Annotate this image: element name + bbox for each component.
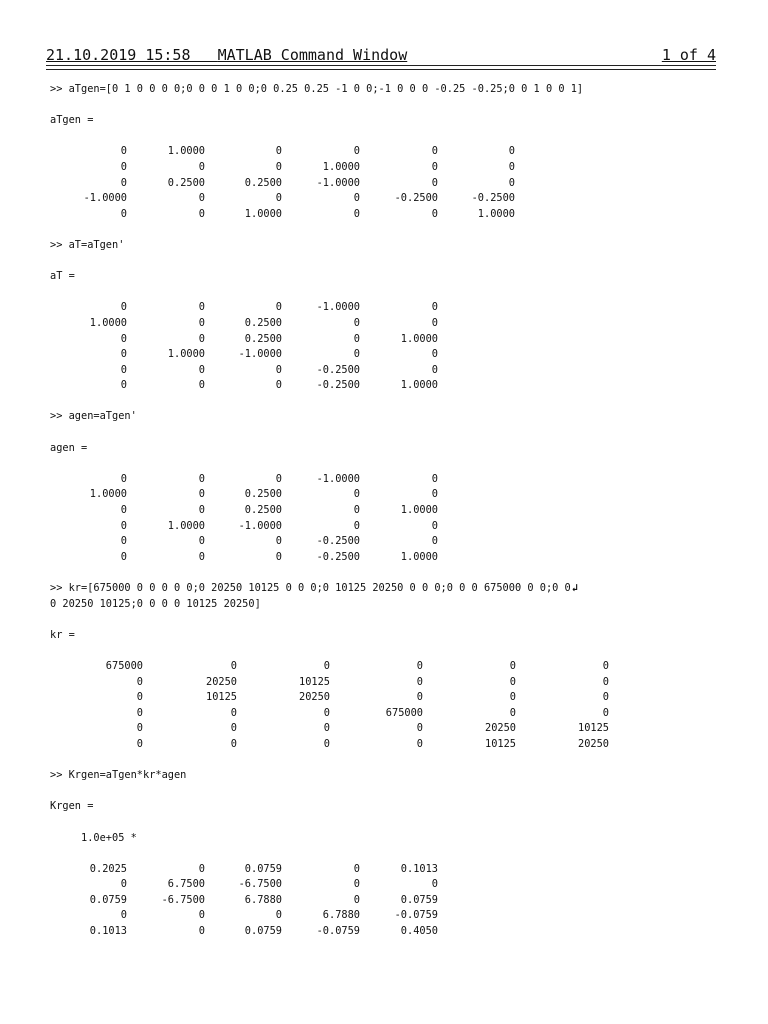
- matrix-cell: 0: [275, 160, 282, 173]
- matrix-row: [50, 160, 718, 176]
- matrix-cell: 0: [323, 706, 330, 719]
- label-kr: kr =: [50, 628, 75, 641]
- matrix-row: [50, 176, 718, 192]
- matrix-cell: 0: [323, 737, 330, 750]
- matrix-cell: 0: [120, 348, 127, 361]
- matrix-cell: 1.0000: [244, 207, 282, 220]
- matrix-cell: 0: [275, 379, 282, 392]
- matrix-cell: 20250: [485, 722, 516, 735]
- matrix-cell: 0: [198, 909, 205, 922]
- matrix-cell: 0: [198, 316, 205, 329]
- matrix-aT: [50, 300, 718, 394]
- matrix-cell: 0: [431, 176, 438, 189]
- matrix-cell: 0: [198, 535, 205, 548]
- matrix-cell: -1.0000: [238, 519, 282, 532]
- page-header: [46, 44, 716, 66]
- matrix-cell: 0.4050: [400, 925, 438, 938]
- matrix-cell: 0: [602, 659, 609, 672]
- matrix-cell: 0: [275, 550, 282, 563]
- matrix-cell: 1.0000: [400, 332, 438, 345]
- matrix-cell: -1.0000: [316, 472, 360, 485]
- matrix-row: [50, 519, 718, 535]
- matrix-cell: 1.0000: [322, 160, 360, 173]
- matrix-cell: 0: [323, 659, 330, 672]
- matrix-cell: 20250: [206, 675, 237, 688]
- matrix-cell: 0: [198, 207, 205, 220]
- matrix-row: [50, 550, 718, 566]
- header-page-number: 1 of 4: [661, 46, 716, 64]
- matrix-cell: 0: [198, 332, 205, 345]
- matrix-cell: -0.2500: [471, 192, 515, 205]
- matrix-cell: 0: [198, 363, 205, 376]
- command-kr-text: >> kr=[675000 0 0 0 0 0;0 20250 10125 0 0 0;0 10125 20250 0 0 0;0 0 0 675000 0 0;0 0: [50, 582, 571, 594]
- header-rule-top: [46, 65, 716, 66]
- command-kr-line2: 0 20250 10125;0 0 0 0 10125 20250]: [50, 597, 261, 610]
- matrix-cell: 1.0000: [167, 348, 205, 361]
- matrix-cell: 0: [120, 535, 127, 548]
- matrix-row: [50, 332, 718, 348]
- matrix-cell: 0: [353, 488, 360, 501]
- matrix-cell: 10125: [299, 675, 330, 688]
- matrix-cell: -0.2500: [394, 192, 438, 205]
- matrix-cell: 0: [353, 519, 360, 532]
- matrix-cell: 20250: [578, 737, 609, 750]
- matrix-cell: -0.0759: [394, 909, 438, 922]
- matrix-cell: 0: [136, 706, 143, 719]
- matrix-cell: 0: [431, 519, 438, 532]
- matrix-cell: 0: [602, 675, 609, 688]
- matrix-cell: 0.1013: [89, 925, 127, 938]
- matrix-cell: 0: [431, 878, 438, 891]
- matrix-cell: 0: [431, 145, 438, 158]
- matrix-cell: 0.2500: [167, 176, 205, 189]
- header-datetime: 21.10.2019 15:58: [46, 46, 191, 64]
- matrix-cell: -0.2500: [316, 379, 360, 392]
- matrix-cell: 0.0759: [244, 862, 282, 875]
- matrix-cell: 0.2500: [244, 176, 282, 189]
- matrix-row: [50, 207, 718, 223]
- matrix-cell: 0: [120, 472, 127, 485]
- matrix-cell: 0: [431, 535, 438, 548]
- matrix-row: [50, 862, 718, 878]
- matrix-cell: 0: [431, 348, 438, 361]
- matrix-cell: 10125: [578, 722, 609, 735]
- matrix-cell: -1.0000: [316, 301, 360, 314]
- matrix-cell: 0: [431, 472, 438, 485]
- header-rule-bottom: [46, 69, 716, 70]
- label-aT: aT =: [50, 270, 75, 283]
- matrix-cell: 0: [120, 363, 127, 376]
- matrix-cell: 0: [275, 145, 282, 158]
- matrix-cell: 0: [431, 363, 438, 376]
- matrix-cell: -0.2500: [316, 550, 360, 563]
- matrix-cell: 20250: [299, 691, 330, 704]
- matrix-cell: 0: [323, 722, 330, 735]
- matrix-cell: 0: [353, 348, 360, 361]
- matrix-cell: 0: [120, 878, 127, 891]
- matrix-cell: 0: [230, 706, 237, 719]
- matrix-cell: 675000: [385, 706, 423, 719]
- matrix-cell: 0: [230, 722, 237, 735]
- matrix-cell: 0: [230, 659, 237, 672]
- matrix-cell: 0: [275, 472, 282, 485]
- command-kr-line1: [50, 581, 718, 597]
- matrix-cell: 0: [416, 675, 423, 688]
- matrix-row: [50, 487, 718, 503]
- matrix-cell: 0: [136, 691, 143, 704]
- matrix-cell: 0: [120, 176, 127, 189]
- command-Krgen: >> Krgen=aTgen*kr*agen: [50, 769, 187, 782]
- matrix-cell: -1.0000: [83, 192, 127, 205]
- matrix-cell: 0.0759: [400, 893, 438, 906]
- matrix-cell: 0: [120, 207, 127, 220]
- command-aT: >> aT=aTgen': [50, 238, 125, 251]
- matrix-cell: 0: [431, 488, 438, 501]
- matrix-cell: -6.7500: [238, 878, 282, 891]
- matrix-cell: 1.0000: [400, 550, 438, 563]
- matrix-cell: -0.2500: [316, 535, 360, 548]
- matrix-cell: 0: [416, 659, 423, 672]
- matrix-row: [50, 503, 718, 519]
- matrix-row: [50, 191, 718, 207]
- matrix-row: [50, 893, 718, 909]
- matrix-cell: 0: [508, 145, 515, 158]
- matrix-row: [50, 144, 718, 160]
- matrix-cell: 0: [431, 160, 438, 173]
- matrix-cell: -6.7500: [161, 893, 205, 906]
- matrix-cell: 0: [353, 332, 360, 345]
- command-agen: >> agen=aTgen': [50, 410, 137, 423]
- matrix-agen: [50, 472, 718, 566]
- label-agen: agen =: [50, 441, 88, 454]
- matrix-cell: 1.0000: [167, 145, 205, 158]
- matrix-cell: 0: [198, 488, 205, 501]
- matrix-cell: 0: [275, 363, 282, 376]
- matrix-cell: 0: [198, 925, 205, 938]
- matrix-cell: 0: [416, 722, 423, 735]
- matrix-cell: 10125: [206, 691, 237, 704]
- matrix-cell: 0: [120, 504, 127, 517]
- label-aTgen: aTgen =: [50, 114, 94, 127]
- matrix-cell: 0: [353, 145, 360, 158]
- matrix-cell: 0: [198, 862, 205, 875]
- matrix-cell: 0: [509, 675, 516, 688]
- matrix-cell: 0: [509, 691, 516, 704]
- matrix-cell: 1.0000: [400, 379, 438, 392]
- matrix-cell: 0.2500: [244, 332, 282, 345]
- matrix-cell: 0: [602, 706, 609, 719]
- matrix-row: [50, 721, 718, 737]
- matrix-row: [50, 908, 718, 924]
- header-datetime-title: [46, 44, 407, 66]
- matrix-cell: 0: [120, 160, 127, 173]
- matrix-cell: 0: [353, 207, 360, 220]
- matrix-cell: -0.0759: [316, 925, 360, 938]
- matrix-cell: 0: [353, 504, 360, 517]
- matrix-cell: 0: [353, 862, 360, 875]
- matrix-cell: 0: [198, 379, 205, 392]
- matrix-cell: 0: [120, 301, 127, 314]
- matrix-cell: 0: [198, 301, 205, 314]
- matrix-cell: 1.0000: [477, 207, 515, 220]
- matrix-row: [50, 737, 718, 753]
- matrix-cell: 0: [136, 722, 143, 735]
- matrix-cell: 1.0000: [89, 488, 127, 501]
- matrix-cell: -0.2500: [316, 363, 360, 376]
- matrix-row: [50, 690, 718, 706]
- matrix-cell: 0: [431, 316, 438, 329]
- matrix-cell: 0: [136, 737, 143, 750]
- matrix-cell: 0: [120, 519, 127, 532]
- matrix-cell: 0: [198, 472, 205, 485]
- matrix-cell: 0: [353, 893, 360, 906]
- matrix-cell: 675000: [105, 659, 143, 672]
- matrix-row: [50, 659, 718, 675]
- matrix-cell: 0: [602, 691, 609, 704]
- matrix-row: [50, 924, 718, 940]
- scale-factor: 1.0e+05 *: [81, 831, 137, 844]
- matrix-cell: 0: [431, 207, 438, 220]
- matrix-row: [50, 706, 718, 722]
- matrix-cell: 0: [416, 691, 423, 704]
- matrix-cell: 0: [120, 145, 127, 158]
- matrix-cell: 0: [198, 160, 205, 173]
- matrix-cell: 0: [353, 192, 360, 205]
- matrix-cell: 0: [120, 909, 127, 922]
- matrix-row: [50, 877, 718, 893]
- matrix-row: [50, 300, 718, 316]
- matrix-cell: -1.0000: [316, 176, 360, 189]
- matrix-cell: 0: [275, 909, 282, 922]
- matrix-cell: 0: [120, 550, 127, 563]
- matrix-cell: 6.7880: [244, 893, 282, 906]
- matrix-cell: 6.7500: [167, 878, 205, 891]
- matrix-cell: 1.0000: [167, 519, 205, 532]
- matrix-cell: 0: [353, 878, 360, 891]
- matrix-cell: 0: [230, 737, 237, 750]
- matrix-cell: 6.7880: [322, 909, 360, 922]
- matrix-kr: [50, 659, 718, 753]
- matrix-cell: 0: [275, 192, 282, 205]
- matrix-row: [50, 347, 718, 363]
- matrix-cell: 0: [198, 504, 205, 517]
- matrix-cell: 0.2500: [244, 504, 282, 517]
- matrix-row: [50, 472, 718, 488]
- matrix-cell: 0: [275, 301, 282, 314]
- matrix-row: [50, 378, 718, 394]
- matrix-cell: 0.0759: [89, 893, 127, 906]
- matrix-row: [50, 316, 718, 332]
- matrix-Krgen: [50, 862, 718, 940]
- matrix-cell: 10125: [485, 737, 516, 750]
- matrix-aTgen: [50, 144, 718, 222]
- matrix-cell: 0.2500: [244, 316, 282, 329]
- matrix-cell: 0: [508, 160, 515, 173]
- matrix-cell: 0: [120, 379, 127, 392]
- matrix-cell: 0.0759: [244, 925, 282, 938]
- matrix-cell: 0: [136, 675, 143, 688]
- matrix-cell: 1.0000: [400, 504, 438, 517]
- matrix-cell: 0: [198, 192, 205, 205]
- label-Krgen: Krgen =: [50, 800, 94, 813]
- matrix-cell: 0: [509, 659, 516, 672]
- matrix-cell: 0: [353, 316, 360, 329]
- matrix-row: [50, 363, 718, 379]
- matrix-cell: -1.0000: [238, 348, 282, 361]
- matrix-row: [50, 534, 718, 550]
- matrix-cell: 0: [431, 301, 438, 314]
- matrix-row: [50, 675, 718, 691]
- matrix-cell: 0: [508, 176, 515, 189]
- matrix-cell: 0: [120, 332, 127, 345]
- matrix-cell: 1.0000: [89, 316, 127, 329]
- header-title: MATLAB Command Window: [217, 46, 408, 64]
- command-aTgen: >> aTgen=[0 1 0 0 0 0;0 0 0 1 0 0;0 0.25 0.25 -1 0 0;-1 0 0 0 -0.25 -0.25;0 0 1 0 0 1]: [50, 83, 584, 95]
- command-window-output: [50, 82, 718, 940]
- matrix-cell: 0.2025: [89, 862, 127, 875]
- return-arrow-icon: ↲: [571, 582, 578, 594]
- matrix-cell: 0: [416, 737, 423, 750]
- matrix-cell: 0: [509, 706, 516, 719]
- matrix-cell: 0: [275, 535, 282, 548]
- matrix-cell: 0.2500: [244, 488, 282, 501]
- matrix-cell: 0.1013: [400, 862, 438, 875]
- matrix-cell: 0: [198, 550, 205, 563]
